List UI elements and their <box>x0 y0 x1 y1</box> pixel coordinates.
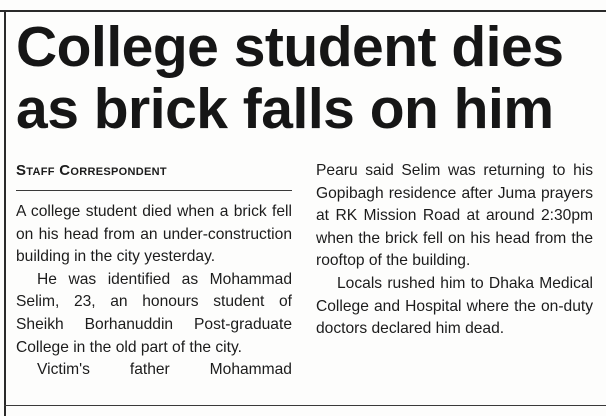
headline-line-2: as brick falls on him <box>16 77 554 141</box>
article-column-right <box>316 160 593 341</box>
top-divider <box>0 10 606 12</box>
headline <box>16 16 604 140</box>
headline-line-1: College student dies <box>16 15 564 79</box>
byline: Staff Correspondent <box>16 157 292 191</box>
paragraph: Locals rushed him to Dhaka Medical College and Hospital where the on-duty doctors declared him dead. <box>316 274 593 338</box>
article-column-left <box>16 157 292 382</box>
paragraph: A college student died when a brick fell on his head from an under-construction building in the city yesterday. <box>16 203 292 266</box>
bottom-divider <box>4 405 606 406</box>
left-divider <box>4 10 6 416</box>
paragraph: Pearu said Selim was returning to his Gopibagh residence after Juma prayers at RK Mission Road at around 2:30pm when the brick fell on his head from the rooftop of the building. <box>316 162 593 270</box>
paragraph: Victim's father Mohammad <box>37 361 292 379</box>
paragraph: He was identified as Mohammad Selim, 23, an honours student of Sheikh Borhanuddin Post-graduate College in the old part of the city. <box>16 270 292 356</box>
